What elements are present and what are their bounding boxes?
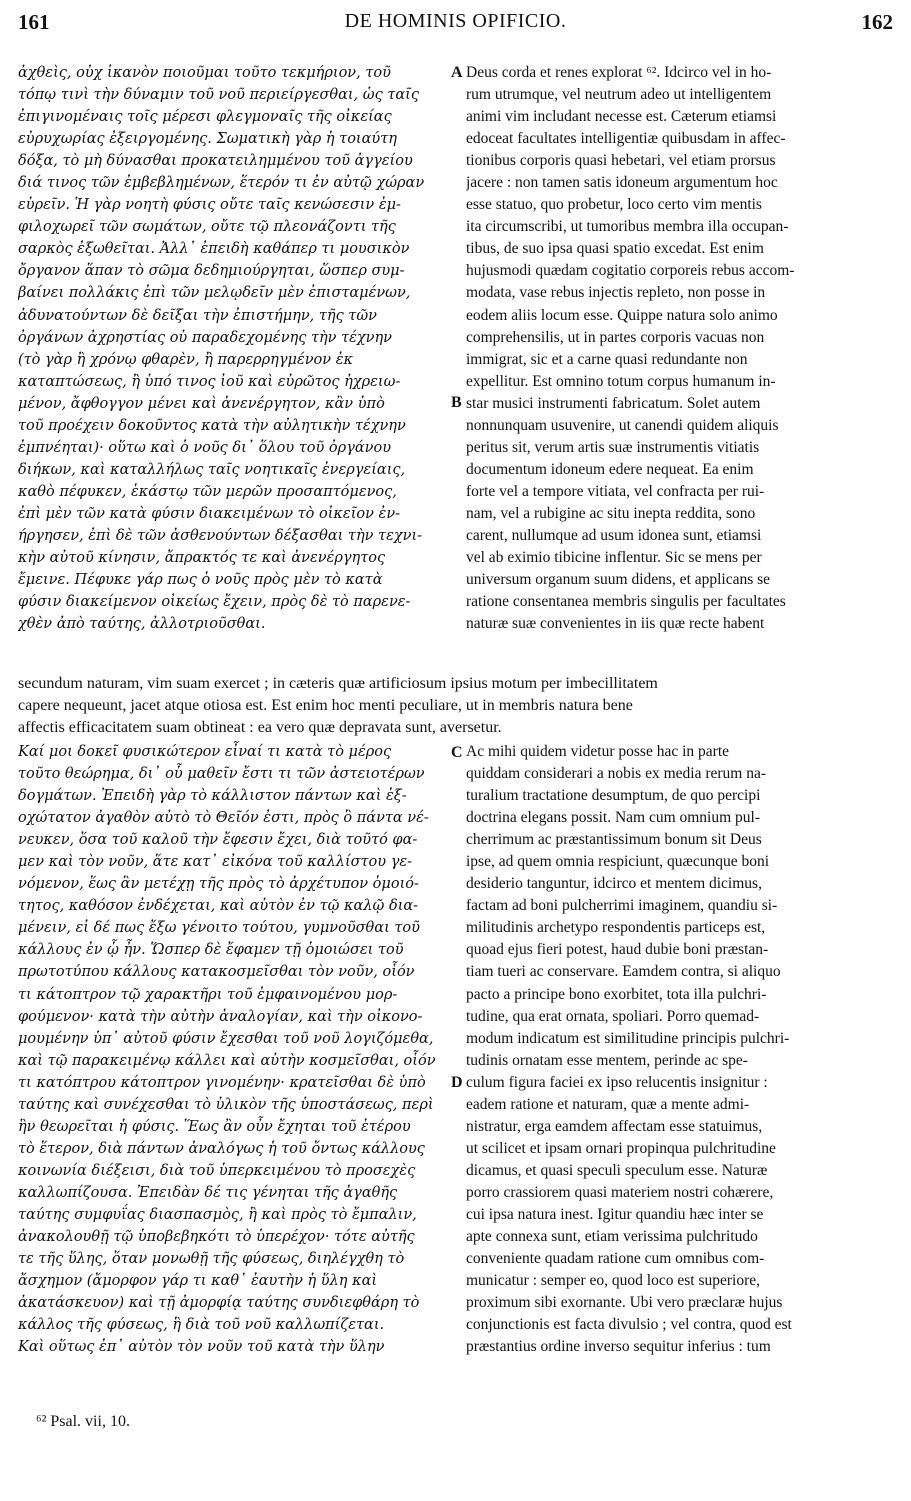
latin-line: tudinis ornatam esse mentem, perinde ac spe- — [466, 1051, 748, 1069]
latin-line: tibus, de suo ipsa quasi spatio excedat. Est enim — [466, 240, 764, 258]
greek-line: εὐρυχωρίας ἐξειργομένης. Σωματικὴ γὰρ ἡ τοιαύτη — [18, 131, 397, 148]
section-marker-a: A — [451, 64, 463, 81]
latin-line: doctrina elegans possit. Nam cum omnium pul- — [466, 809, 761, 827]
greek-line: νευκεν, ὅσα τοῦ καλοῦ τὴν ἔφεσιν ἔχει, διὰ τοῦτό φα- — [18, 832, 418, 849]
latin-line: proximum sibi exornante. Ubi vero præclaræ hujus — [466, 1294, 783, 1312]
section-marker-d: D — [451, 1074, 463, 1091]
latin-line: conjunctionis est facta divulsio ; vel contra, quod est — [466, 1316, 792, 1334]
latin-line: tudine, qua erat ornata, spoliari. Porro quemad- — [466, 1007, 760, 1025]
greek-line: χθὲν ἀπὸ ταύτης, ἀλλοτριοῦσθαι. — [18, 616, 266, 633]
greek-line: φιλοχωρεῖ τῶν σωμάτων, οὔτε τῷ πλεονάζοντι τῆς — [18, 219, 396, 236]
greek-line: εὑρεῖν. Ἡ γὰρ νοητὴ φύσις οὔτε ταῖς κενώσεσιν ἐμ- — [18, 197, 401, 214]
latin-line: cherrimum ac præstantissimum bonum sit Deus — [466, 831, 762, 849]
latin-line: ut scilicet et ipsam ornari propinqua pulchritudine — [466, 1139, 776, 1157]
greek-line: ἄσχημον (ἄμορφον γάρ τι καθ᾽ ἑαυτὴν ἡ ὕλη καὶ — [18, 1273, 378, 1290]
latin-line: ipse, ad quem omnia respiciunt, quæcunque boni — [466, 853, 770, 871]
greek-line: δόξα, τὸ μὴ δύνασθαι προκατειλημμένου τοῦ ἀγγείου — [18, 153, 413, 170]
greek-line: ἣν θεωρεῖται ἡ φύσις. Ἕως ἂν οὖν ἔχηται τοῦ ἑτέρου — [18, 1118, 411, 1135]
latin-column-1 — [466, 62, 894, 635]
greek-line: κάλλος τῆς φύσεως, ἣ διὰ τοῦ νοῦ καλλωπίζεται. — [18, 1317, 385, 1334]
latin-line: comprehensilis, ut in partes corporis vacuas non — [466, 328, 765, 346]
greek-line: ὄργανον ἅπαν τὸ σῶμα δεδημιούργηται, ὥσπερ συμ- — [18, 263, 405, 280]
latin-line: forte vel a tempore vitiata, vel confracta per rui- — [466, 482, 765, 500]
latin-line: rum utrumque, vel neutrum adeo ut intelligentem — [466, 86, 772, 104]
latin-line: jacere : non tamen satis idoneum argumentum hoc — [466, 174, 778, 192]
latin-line: modum indicatum est similitudine principis pulchri- — [466, 1029, 790, 1047]
greek-line: κάλλους ἐν ᾧ ἦν. Ὥσπερ δὲ ἔφαμεν τῇ ὁμοιώσει τοῦ — [18, 942, 404, 959]
full-width-latin — [18, 673, 894, 739]
latin-line: tionibus corporis quasi hebetari, vel etiam prorsus — [466, 152, 776, 170]
latin-line: porro crassiorem quasi materiem nostri cohærere, — [466, 1183, 774, 1201]
greek-line: ἐπὶ μὲν τῶν κατὰ φύσιν διακειμένων τὸ οἰκεῖον ἐν- — [18, 505, 401, 522]
latin-line: esse statuo, quo probetur, loco certo vim mentis — [466, 196, 762, 214]
greek-line: κὴν αὐτοῦ κίνησιν, ἄπρακτός τε καὶ ἀνενέργητος — [18, 550, 386, 567]
greek-line: μένειν, εἰ δέ πως ἔξω γένοιτο τούτου, γυμνοῦσθαι τοῦ — [18, 920, 420, 937]
latin-line: apte connexa sunt, etiam verissima pulchritudo — [466, 1228, 758, 1246]
latin-line: desiderio tanguntur, idcirco et mentem dicimus, — [466, 875, 762, 893]
greek-line: φούμενον· κατὰ τὴν αὐτὴν ἀναλογίαν, καὶ τὴν οἰκονο- — [18, 1008, 423, 1025]
page-number-right: 162 — [861, 10, 893, 34]
greek-line: τι κάτοπτρον τῷ χαρακτῆρι τοῦ ἐμφαινομένου μορ- — [18, 986, 398, 1003]
latin-line: universum organum suum didens, et applicans se — [466, 571, 771, 589]
section-marker-c: C — [451, 744, 463, 761]
latin-line: modata, vase rebus injectis repleto, non posse in — [466, 284, 766, 302]
greek-line: ἀδυνατούντων δὲ δεῖξαι τὴν ἐπιστήμην, τῆς τῶν — [18, 307, 377, 324]
greek-line: τοῦ προέχειν δοκοῦντος κατὰ τὴν αὐλητικὴν τέχνην — [18, 417, 406, 434]
latin-line: quiddam considerari a nobis ex media rerum na- — [466, 765, 766, 783]
latin-line: conveniente quadam ratione cum omnibus com- — [466, 1250, 765, 1268]
full-width-line: secundum naturam, vim suam exercet ; in cæteris quæ artificiosum ipsius motum per imbecillitatem — [18, 675, 658, 692]
greek-line: τι κατόπτρου κάτοπτρον γινομένην· κρατεῖσθαι δὲ ὑπὸ — [18, 1074, 426, 1091]
latin-line: præstantius ordine inverso sequitur inferius : tum — [466, 1338, 771, 1356]
greek-line: μένον, ἄφθογγον μένει καὶ ἀνενέργητον, κἂν ὑπὸ — [18, 395, 385, 412]
greek-line: ἀχθεὶς, οὐχ ἱκανὸν ποιοῦμαι τοῦτο τεκμήριον, τοῦ — [18, 65, 391, 81]
latin-line: Ac mihi quidem videtur posse hac in parte — [466, 743, 730, 760]
latin-line: animi vim includant necesse est. Cæterum etiamsi — [466, 108, 777, 126]
greek-column-1 — [18, 62, 450, 635]
page-header — [0, 6, 911, 36]
full-width-line: capere nequeunt, jacet atque otiosa est. Est enim hoc menti peculiare, ut in membris natura bene — [18, 697, 633, 714]
latin-line: ratione consentanea membris singulis per facultates — [466, 593, 786, 611]
greek-line: οχώτατον ἀγαθὸν αὐτὸ τὸ Θεῖόν ἐστι, πρὸς ὃ πάντα νέ- — [18, 810, 429, 827]
greek-line: σαρκὸς ἐξωθεῖται. Ἀλλ᾽ ἐπειδὴ καθάπερ τι μουσικὸν — [18, 241, 410, 258]
latin-line: peritus sit, verum artis suæ instrumentis vitiatis — [466, 438, 760, 456]
latin-line: nistratur, erga eamdem affectam esse statuimus, — [466, 1117, 763, 1135]
latin-line: naturæ suæ convenientes in iis quæ recte habent — [466, 615, 765, 633]
greek-line: φύσιν διακείμενον οἰκείως ἔχειν, πρὸς δὲ τὸ παρενε- — [18, 594, 411, 611]
greek-line: τητος, καθόσον ἐνδέχεται, καὶ αὐτὸν ἐν τῷ καλῷ δια- — [18, 898, 419, 915]
page-number-left: 161 — [18, 10, 50, 34]
latin-line: immigrat, sic et a carne quasi redundante non — [466, 350, 748, 368]
greek-line: ἀκατάσκευον) καὶ τῇ ἀμορφίᾳ ταύτης συνδιεφθάρη τὸ — [18, 1295, 420, 1312]
greek-line: νόμενον, ἕως ἂν μετέχῃ τῆς πρὸς τὸ ἀρχέτυπον ὁμοιό- — [18, 876, 419, 893]
greek-line: ἐμπνέηται)· οὕτω καὶ ὁ νοῦς δι᾽ ὅλου τοῦ ὀργάνου — [18, 439, 392, 456]
latin-line: hujusmodi quædam cogitatio corporeis rebus accom- — [466, 262, 795, 280]
greek-line: ταύτης καὶ συνέχεσθαι τὸ ὑλικὸν τῆς ὑποστάσεως, περὶ — [18, 1096, 434, 1113]
greek-line: τὸ ἕτερον, διὰ πάντων ἀναλόγως ἡ τοῦ ὄντως κάλλους — [18, 1140, 425, 1157]
latin-line: factam ad boni pulcherrimi imaginem, quandiu si- — [466, 897, 778, 915]
greek-line: ἐπιγινομέναις τοῖς μέρεσι φλεγμοναῖς τῆς οἰκείας — [18, 109, 392, 126]
greek-line: ἀνακολουθῇ τῷ ὑποβεβηκότι τὸ ὑπερέχον· τότε αὐτῆς — [18, 1229, 415, 1246]
greek-line: μεν καὶ τὸν νοῦν, ἅτε κατ᾽ εἰκόνα τοῦ καλλίστου γε- — [18, 854, 413, 871]
greek-line: καθὸ πέφυκεν, ἑκάστῳ τῶν μερῶν προσαπτόμενος, — [18, 483, 397, 500]
greek-line: καλλωπίζουσα. Ἐπειδὰν δέ τις γένηται τῆς ἀγαθῆς — [18, 1184, 398, 1201]
greek-line: διήκων, καὶ καταλλήλως ταῖς νοητικαῖς ἐνεργείαις, — [18, 461, 406, 478]
greek-line: πρωτοτύπου κάλλους κατακοσμεῖσθαι τὸν νοῦν, οἷόν — [18, 964, 415, 981]
greek-line: ὀργάνων ἀχρηστίας οὐ παραδεχομένης τὴν τέχνην — [18, 329, 392, 346]
greek-line: Καί μοι δοκεῖ φυσικώτερον εἶναί τι κατὰ τὸ μέρος — [18, 744, 392, 760]
latin-line: eodem aliis locum esse. Quippe natura solo animo — [466, 306, 778, 324]
latin-line: dicamus, et quasi speculi speculum esse. Naturæ — [466, 1161, 768, 1179]
latin-line: culum figura faciei ex ipso relucentis insignitur : — [466, 1073, 768, 1091]
latin-line: municatur : semper eo, quod loco est superiore, — [466, 1272, 760, 1290]
greek-line: τε τῆς ὕλης, ὅταν μονωθῇ τῆς φύσεως, διηλέγχθη τὸ — [18, 1251, 405, 1268]
latin-line: edoceat facultates intelligentiæ quibusdam in affec- — [466, 130, 786, 148]
latin-line: star musici instrumenti fabricatum. Solet autem — [466, 394, 761, 412]
latin-line: ita circumscribi, ut tumoribus membra illa occupan- — [466, 218, 789, 236]
latin-line: turalium tractatione desumptum, de quo percipi — [466, 787, 761, 805]
greek-line: τόπῳ τινὶ τὴν δύναμιν τοῦ νοῦ περιείργεσθαι, ὡς ταῖς — [18, 87, 419, 104]
greek-line: τοῦτο θεώρημα, δι᾽ οὗ μαθεῖν ἔστι τι τῶν ἀστειοτέρων — [18, 766, 425, 783]
greek-line: Καὶ οὕτως ἐπ᾽ αὐτὸν τὸν νοῦν τοῦ κατὰ τὴν ὕλην — [18, 1339, 385, 1356]
section-marker-b: B — [451, 394, 462, 411]
greek-line: μουμένην ὑπ᾽ αὐτοῦ φύσιν ἔχεσθαι τοῦ νοῦ λογιζόμεθα, — [18, 1030, 434, 1047]
latin-line: tiam tueri ac conservare. Eamdem contra, si aliquo — [466, 963, 781, 981]
latin-line: nam, vel a rubigine ac situ inepta reddita, sono — [466, 504, 756, 522]
latin-line: nonnunquam usuvenire, ut canendi quidem aliquis — [466, 416, 779, 434]
greek-line: ταύτης συμφυΐας διασπασμὸς, ἢ καὶ πρὸς τὸ ἔμπαλιν, — [18, 1206, 417, 1223]
running-title: DE HOMINIS OPIFICIO. — [344, 10, 567, 32]
greek-line: δογμάτων. Ἐπειδὴ γὰρ τὸ κάλλιστον πάντων καὶ ἐξ- — [18, 788, 407, 805]
latin-line: vel ab eximio tibicine inflentur. Sic se mens per — [466, 549, 762, 567]
latin-line: documentum idoneum edere nequeat. Ea enim — [466, 460, 754, 478]
latin-line: eadem ratione et naturam, quæ a mente admi- — [466, 1095, 750, 1113]
latin-line: carent, nullumque ad usum idonea sunt, etiamsi — [466, 526, 762, 544]
latin-column-2 — [466, 741, 894, 1358]
footnote: ⁶² Psal. vii, 10. — [36, 1413, 130, 1430]
greek-line: (τὸ γὰρ ἢ χρόνῳ φθαρὲν, ἢ παρερρηγμένον ἐκ — [18, 351, 353, 368]
full-width-line: affectis efficacitatem suam obtineat : ea vero quæ depravata sunt, aversetur. — [18, 719, 502, 736]
greek-line: ήργησεν, ἐπὶ δὲ τῶν ἀσθενούντων δέξασθαι τὴν τεχνι- — [18, 527, 423, 544]
latin-line: militudinis archetypo respondentis particeps est, — [466, 919, 766, 937]
greek-column-2 — [18, 741, 450, 1358]
latin-line: Deus corda et renes explorat ⁶². Idcirco vel in ho- — [466, 64, 772, 81]
greek-line: καὶ τῷ παρακειμένῳ κάλλει καὶ αὐτὴν κοσμεῖσθαι, οἷόν — [18, 1052, 436, 1069]
greek-line: κοινωνία διέξεισι, διὰ τοῦ ὑπερκειμένου τὸ προσεχὲς — [18, 1162, 416, 1179]
latin-line: expellitur. Est omnino totum corpus humanum in- — [466, 372, 776, 390]
greek-line: καταπτώσεως, ἢ ὑπό τινος ἰοῦ καὶ εὐρῶτος ἠχρειω- — [18, 373, 401, 390]
latin-line: cui ipsa natura inest. Igitur quandiu hæc inter se — [466, 1205, 764, 1223]
greek-line: διά τινος τῶν ἐμβεβλημένων, ἕτερόν τι ἐν αὐτῷ χώραν — [18, 175, 425, 192]
latin-line: pacto a principe bono exorbitet, tota illa pulchri- — [466, 985, 767, 1003]
greek-line: ἔμεινε. Πέφυκε γάρ πως ὁ νοῦς πρὸς μὲν τὸ κατὰ — [18, 572, 383, 589]
greek-line: βαίνει πολλάκις ἐπὶ τῶν μελῳδεῖν μὲν ἐπισταμένων, — [18, 285, 411, 302]
latin-line: quoad ejus fieri potest, haud dubie boni præstan- — [466, 941, 769, 959]
